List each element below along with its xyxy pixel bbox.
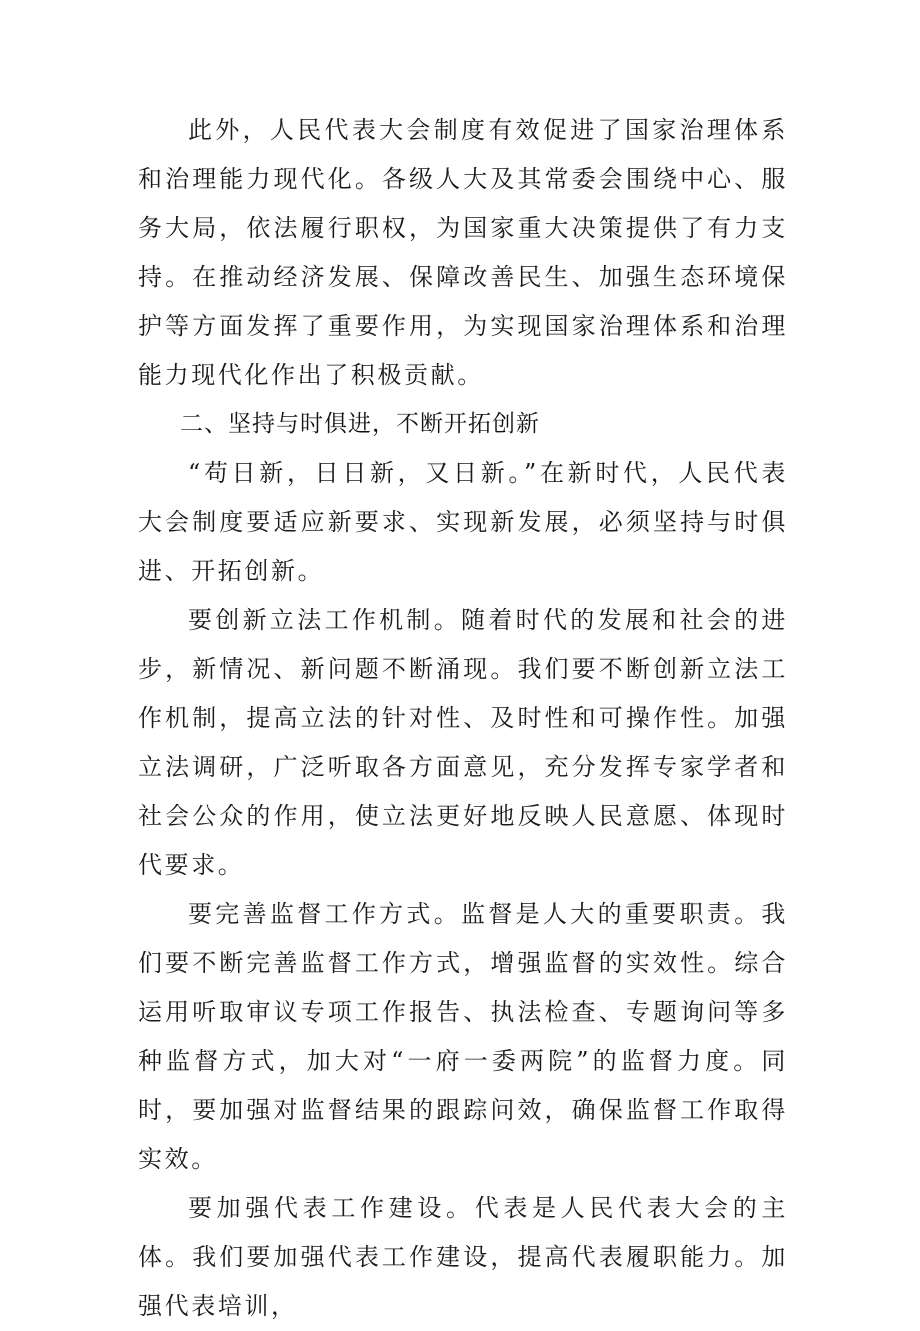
paragraph-legislation: 要创新立法工作机制。随着时代的发展和社会的进步，新情况、新问题不断涌现。我们要不断创新立法工作机制，提高立法的针对性、及时性和可操作性。加强立法调研，广泛听取各方面意见，充分发挥专家学者和社会公众的作用，使立法更好地反映人民意愿、体现时代要求。 (138, 606, 788, 879)
section-heading-2: 二、坚持与时俱进，不断开拓创新 (180, 411, 540, 437)
document-body (138, 106, 788, 1331)
paragraph-supervision: 要完善监督工作方式。监督是人大的重要职责。我们要不断完善监督工作方式，增强监督的实效性。综合运用听取审议专项工作报告、执法检查、专题询问等多种监督方式，加大对“一府一委两院”的监督力度。同时，要加强对监督结果的跟踪问效，确保监督工作取得实效。 (138, 900, 788, 1173)
paragraph-deputies: 要加强代表工作建设。代表是人民代表大会的主体。我们要加强代表工作建设，提高代表履职能力。加强代表培训， (138, 1194, 788, 1320)
paragraph-new-era: “苟日新，日日新，又日新。”在新时代，人民代表大会制度要适应新要求、实现新发展，必须坚持与时俱进、开拓创新。 (138, 459, 788, 585)
paragraph-governance: 此外，人民代表大会制度有效促进了国家治理体系和治理能力现代化。各级人大及其常委会围绕中心、服务大局，依法履行职权，为国家重大决策提供了有力支持。在推动经济发展、保障改善民生、加强生态环境保护等方面发挥了重要作用，为实现国家治理体系和治理能力现代化作出了积极贡献。 (138, 116, 788, 389)
